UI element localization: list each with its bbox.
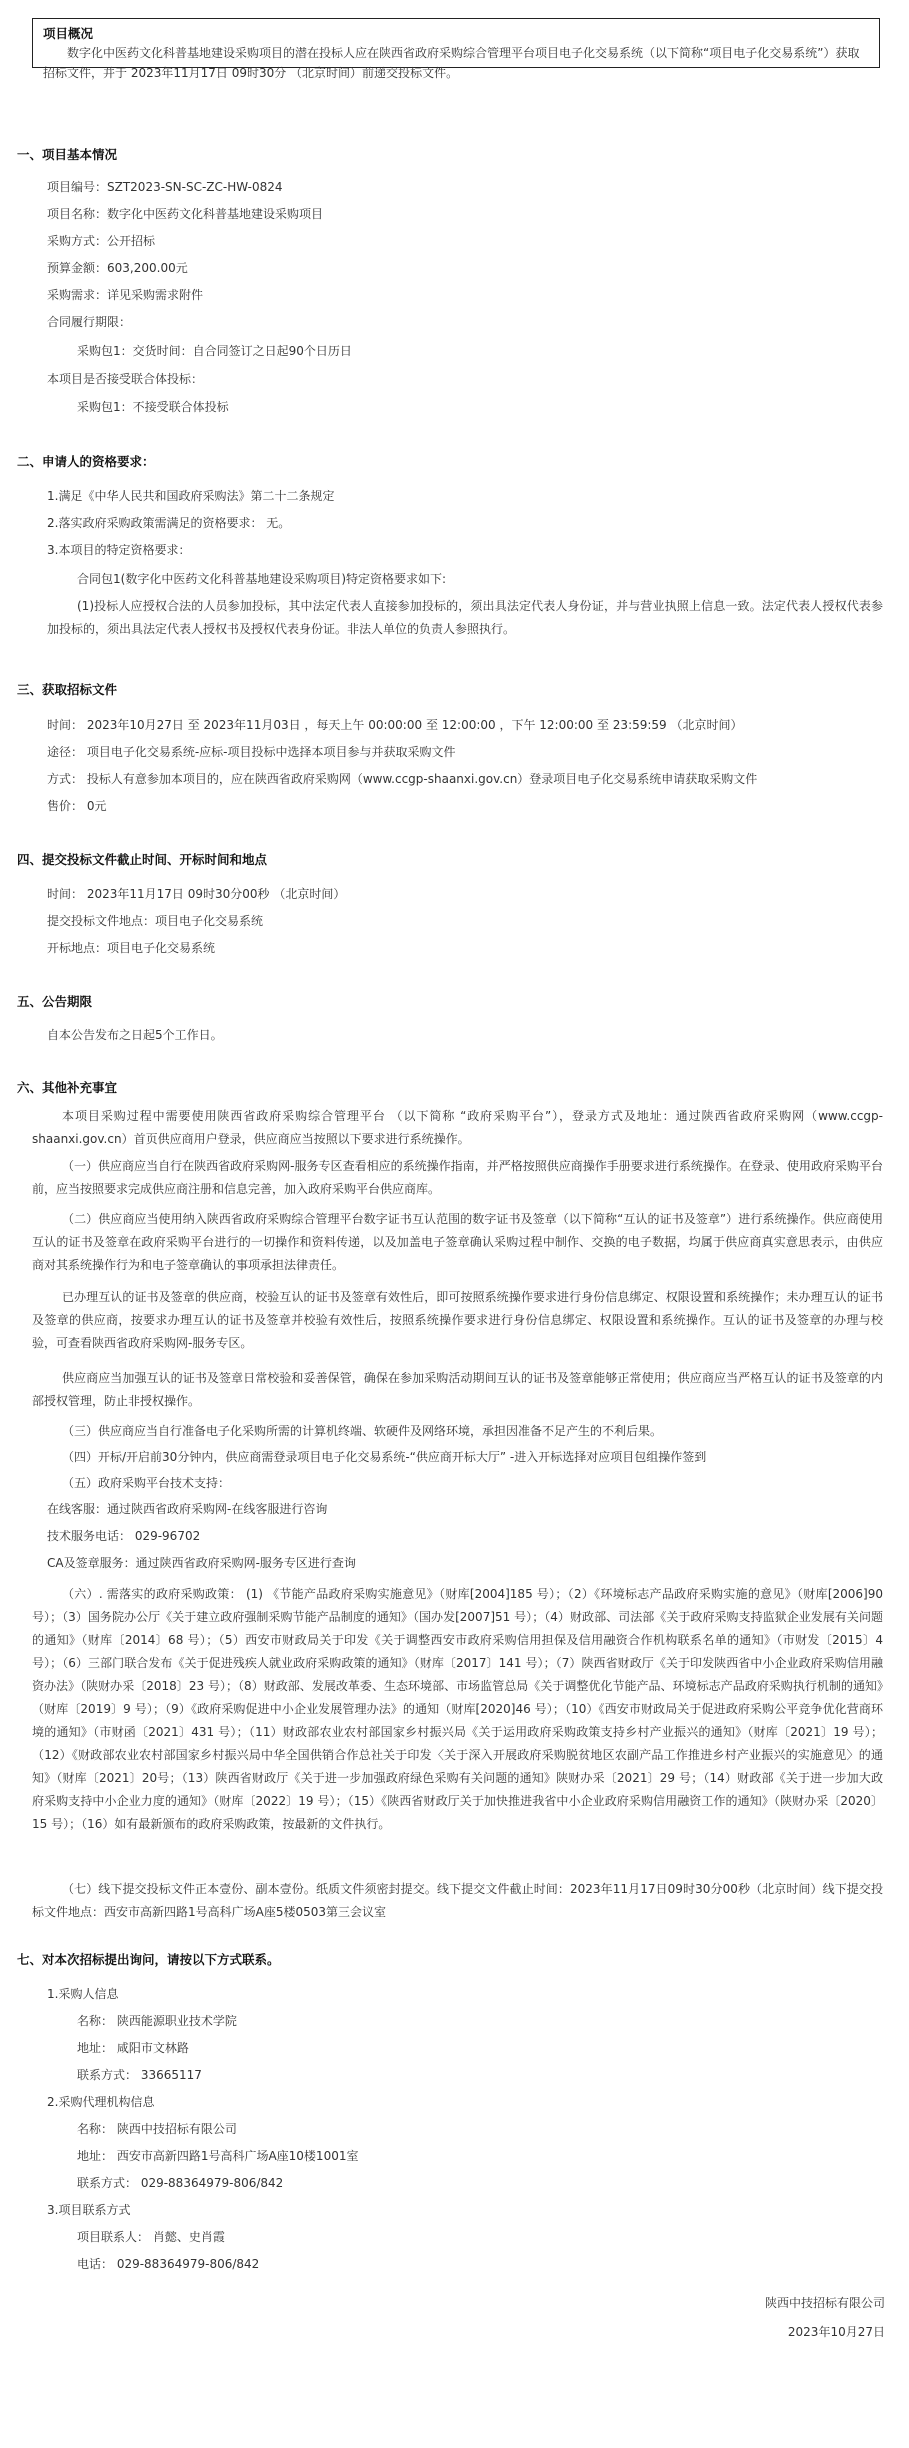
supplement-cert-handling: 已办理互认的证书及签章的供应商，校验互认的证书及签章有效性后，即可按照系统操作要求进行身份信息绑定、权限设置和系统操作；未办理互认的证书及签章的供应商，按要求办理互认的证书及签章并校验有效性后，按照系统操作要求进行身份信息绑定、权限设置和系统操作。互认的证书及签章的办理与校验，可查看陕西省政府采购网-服务专区。	[32, 1290, 883, 1350]
obtain-price: 售价： 0元	[47, 799, 107, 813]
purchaser-info-heading: 1.采购人信息	[47, 1987, 119, 2001]
agency-name: 名称： 陕西中技招标有限公司	[77, 2122, 237, 2136]
package-requirement-title: 合同包1(数字化中医药文化科普基地建设采购项目)特定资格要求如下:	[77, 572, 447, 586]
overview-title: 项目概况	[43, 26, 94, 41]
signer-org: 陕西中技招标有限公司	[764, 2296, 885, 2310]
budget-amount: 预算金额：603,200.00元	[47, 261, 188, 275]
consortium-pkg: 采购包1：不接受联合体投标	[77, 400, 229, 414]
procurement-requirement: 采购需求：详见采购需求附件	[47, 288, 204, 302]
purchaser-contact: 联系方式： 33665117	[77, 2068, 202, 2082]
overview-box	[32, 18, 880, 80]
consortium-label: 本项目是否接受联合体投标：	[47, 372, 204, 386]
obtain-time: 时间： 2023年10月27日 至 2023年11月03日 ，每天上午 00:00:00 至 12:00:00 ，下午 12:00:00 至 23:59:59 （北京时间）	[47, 718, 743, 732]
tech-support-phone: 技术服务电话： 029-96702	[47, 1529, 201, 1543]
obtain-route: 途径： 项目电子化交易系统-应标-项目投标中选择本项目参与并获取采购文件	[47, 745, 456, 759]
section-4-title: 四、提交投标文件截止时间、开标时间和地点	[17, 852, 268, 867]
project-number: 项目编号：SZT2023-SN-SC-ZC-HW-0824	[47, 180, 283, 194]
overview-body: 数字化中医药文化科普基地建设采购项目的潜在投标人应在陕西省政府采购综合管理平台项目电子化交易系统（以下简称“项目电子化交易系统”）获取招标文件，并于 2023年11月17日 09时30分 （北京时间）前递交投标文件。	[43, 46, 860, 80]
notice-period: 自本公告发布之日起5个工作日。	[47, 1028, 223, 1042]
offline-submission: （七）线下提交投标文件正本壹份、副本壹份。纸质文件须密封提交。线下提交文件截止时间：2023年11月17日09时30分00秒（北京时间）线下提交投标文件地点：西安市高新四路1号高科广场A座5楼0503第三会议室	[32, 1882, 883, 1919]
section-1-title: 一、项目基本情况	[17, 147, 118, 162]
section-6-title: 六、其他补充事宜	[17, 1080, 118, 1095]
agency-info-heading: 2.采购代理机构信息	[47, 2095, 155, 2109]
supplement-item-5: （五）政府采购平台技术支持：	[62, 1476, 231, 1490]
supplement-item-3: （三）供应商应当自行准备电子化采购所需的计算机终端、软硬件及网络环境，承担因准备不足产生的不利后果。	[62, 1424, 663, 1438]
project-name: 项目名称：数字化中医药文化科普基地建设采购项目	[47, 207, 324, 221]
tech-support-online: 在线客服：通过陕西省政府采购网-在线客服进行咨询	[47, 1502, 328, 1516]
supplement-item-4: （四）开标/开启前30分钟内，供应商需登录项目电子化交易系统-“供应商开标大厅” -进入开标选择对应项目包组操作签到	[62, 1450, 707, 1464]
purchaser-address: 地址： 咸阳市文林路	[77, 2041, 189, 2055]
supplement-intro: 本项目采购过程中需要使用陕西省政府采购综合管理平台 （以下简称 “政府采购平台”），登录方式及地址：通过陕西省政府采购网（www.ccgp-shaanxi.gov.cn）首页供应商用户登录，供应商应当按照以下要求进行系统操作。	[32, 1109, 883, 1146]
supplement-item-1: （一）供应商应当自行在陕西省政府采购网-服务专区查看相应的系统操作指南，并严格按照供应商操作手册要求进行系统操作。在登录、使用政府采购平台前，应当按照要求完成供应商注册和信息完善，加入政府采购平台供应商库。	[32, 1159, 883, 1196]
project-contact-heading: 3.项目联系方式	[47, 2203, 131, 2217]
signer-date: 2023年10月27日	[787, 2325, 885, 2339]
opening-location: 开标地点：项目电子化交易系统	[47, 941, 216, 955]
project-contact-phone: 电话： 029-88364979-806/842	[77, 2257, 260, 2271]
section-2-title: 二、申请人的资格要求：	[17, 454, 155, 469]
tech-support-ca: CA及签章服务：通过陕西省政府采购网-服务专区进行查询	[47, 1556, 356, 1570]
section-5-title: 五、公告期限	[17, 994, 93, 1009]
purchaser-name: 名称： 陕西能源职业技术学院	[77, 2014, 237, 2028]
submit-location: 提交投标文件地点：项目电子化交易系统	[47, 914, 264, 928]
policy-list: （六）. 需落实的政府采购政策： (1) 《节能产品政府采购实施意见》（财库[2004]185 号）；（2）《环境标志产品政府采购实施的意见》（财库[2006]90 号）；（3）国务院办公厅《关于建立政府强制采购节能产品制度的通知》（国办发[2007]51 号）；（4）财政部、司法部《关于政府采购支持监狱企业发展有关问题的通知》（财库〔2014〕68 号）；（5）西安市财政局关于印发《关于调整西安市政府采购信用担保及信用融资合作机构联系名单的通知》（市财发〔2015〕4 号）；（6）三部门联合发布《关于促进残疾人就业政府采购政策的通知》（财库〔2017〕141 号）；（7）陕西省财政厅《关于印发陕西省中小企业政府采购信用融资办法》（陕财办采〔2018〕23 号）；（8）财政部、发展改革委、生态环境部、市场监管总局《关于调整优化节能产品、环境标志产品政府采购执行机制的通知》（财库〔2019〕9 号）；（9）《政府采购促进中小企业发展管理办法》的通知（财库[2020]46 号）；（10）《西安市财政局关于促进政府采购公平竞争优化营商环境的通知》（市财函〔2021〕431 号）；（11）财政部农业农村部国家乡村振兴局《关于运用政府采购政策支持乡村产业振兴的通知》（财库〔2021〕19 号）；（12）《财政部农业农村部国家乡村振兴局中华全国供销合作总社关于印发〈关于深入开展政府采购脱贫地区农副产品工作推进乡村产业振兴的实施意见〉的通知》（财库〔2021〕20号；（13）陕西省财政厅《关于进一步加强政府绿色采购有关问题的通知》陕财办采〔2021〕29 号；（14）财政部《关于进一步加大政府采购支持中小企业力度的通知》（财库〔2022〕19 号）；（15）《陕西省财政厅关于加快推进我省中小企业政府采购信用融资工作的通知》（陕财办采〔2020〕15 号）；（16）如有最新颁布的政府采购政策，按最新的文件执行。	[32, 1587, 883, 1831]
deadline-time: 时间： 2023年11月17日 09时30分00秒 （北京时间）	[47, 887, 346, 901]
procurement-method: 采购方式：公开招标	[47, 234, 156, 248]
supplement-item-2: （二）供应商应当使用纳入陕西省政府采购综合管理平台数字证书互认范围的数字证书及签章（以下简称“互认的证书及签章”）进行系统操作。供应商使用互认的证书及签章在政府采购平台进行的一切操作和资料传递，以及加盖电子签章确认采购过程中制作、交换的电子数据，均属于供应商真实意思表示，由供应商对其系统操作行为和电子签章确认的事项承担法律责任。	[32, 1212, 883, 1272]
qualification-1: 1.满足《中华人民共和国政府采购法》第二十二条规定	[47, 489, 335, 503]
project-contact-person: 项目联系人： 肖懿、史肖霞	[77, 2230, 225, 2244]
package-requirement-text: (1)投标人应授权合法的人员参加投标，其中法定代表人直接参加投标的，须出具法定代表人身份证，并与营业执照上信息一致。法定代表人授权代表参加投标的，须出具法定代表人授权书及授权代表身份证。非法人单位的负责人参照执行。	[47, 599, 883, 636]
section-3-title: 三、获取招标文件	[17, 682, 118, 697]
agency-address: 地址： 西安市高新四路1号高科广场A座10楼1001室	[77, 2149, 359, 2163]
qualification-2: 2.落实政府采购政策需满足的资格要求： 无。	[47, 516, 291, 530]
contract-period-label: 合同履行期限：	[47, 315, 132, 329]
agency-contact: 联系方式： 029-88364979-806/842	[77, 2176, 284, 2190]
section-7-title: 七、对本次招标提出询问，请按以下方式联系。	[17, 1952, 280, 1967]
obtain-method: 方式： 投标人有意参加本项目的，应在陕西省政府采购网（www.ccgp-shaanxi.gov.cn）登录项目电子化交易系统申请获取采购文件	[47, 772, 758, 786]
qualification-3: 3.本项目的特定资格要求：	[47, 543, 191, 557]
contract-period-pkg: 采购包1：交货时间：自合同签订之日起90个日历日	[77, 344, 352, 358]
supplement-cert-custody: 供应商应当加强互认的证书及签章日常校验和妥善保管，确保在参加采购活动期间互认的证书及签章能够正常使用；供应商应当严格互认的证书及签章的内部授权管理，防止非授权操作。	[32, 1371, 883, 1408]
